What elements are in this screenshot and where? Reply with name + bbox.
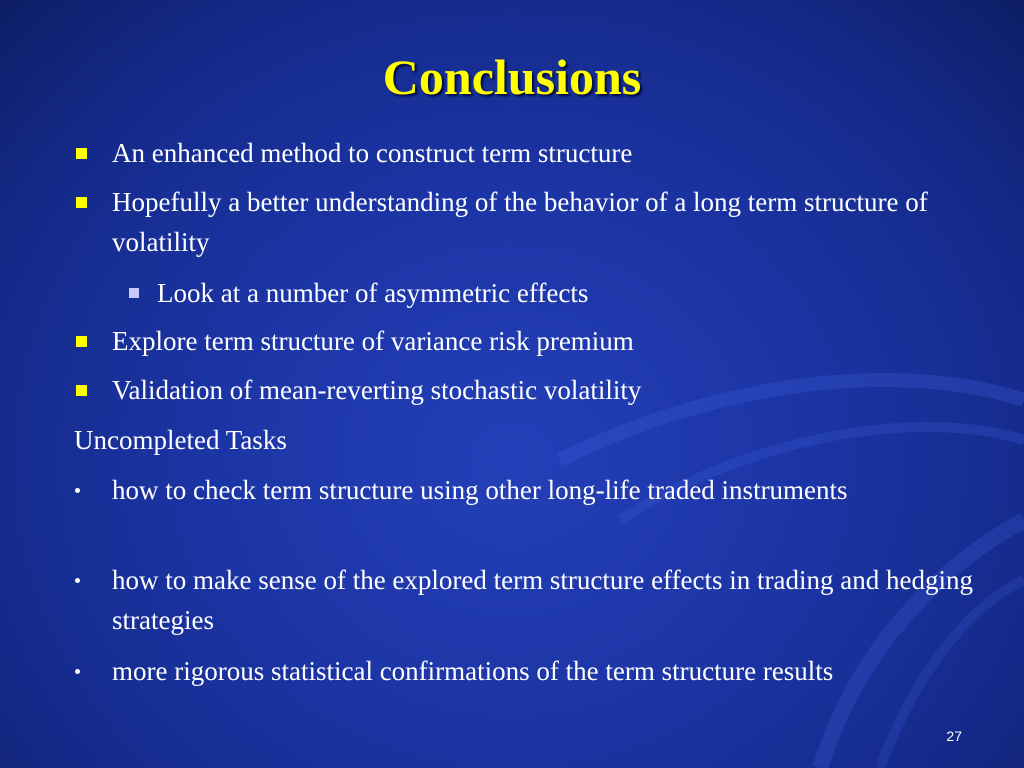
square-bullet-icon bbox=[76, 148, 87, 159]
subbullet-item: Look at a number of asymmetric effects bbox=[157, 278, 589, 308]
slide-title: Conclusions bbox=[382, 49, 642, 105]
dot-bullet-icon bbox=[75, 578, 80, 583]
dot-bullet-icon bbox=[75, 488, 80, 493]
square-bullet-icon bbox=[76, 385, 87, 396]
page-number: 27 bbox=[946, 728, 962, 744]
task-item: how to make sense of the explored term structure effects in trading and hedging strategies bbox=[112, 565, 973, 635]
bullet-item: Hopefully a better understanding of the behavior of a long term structure of volatility bbox=[112, 187, 928, 257]
task-item: how to check term structure using other long-life traded instruments bbox=[112, 475, 848, 505]
bullet-item: Validation of mean-reverting stochastic volatility bbox=[112, 375, 642, 405]
bullet-item: Explore term structure of variance risk premium bbox=[112, 326, 634, 356]
square-subbullet-icon bbox=[129, 288, 139, 298]
dot-bullet-icon bbox=[75, 669, 80, 674]
square-bullet-icon bbox=[76, 336, 87, 347]
section-heading: Uncompleted Tasks bbox=[74, 425, 287, 455]
bullet-item: An enhanced method to construct term structure bbox=[112, 138, 633, 168]
task-item: more rigorous statistical confirmations of the term structure results bbox=[112, 656, 834, 686]
square-bullet-icon bbox=[76, 197, 87, 208]
